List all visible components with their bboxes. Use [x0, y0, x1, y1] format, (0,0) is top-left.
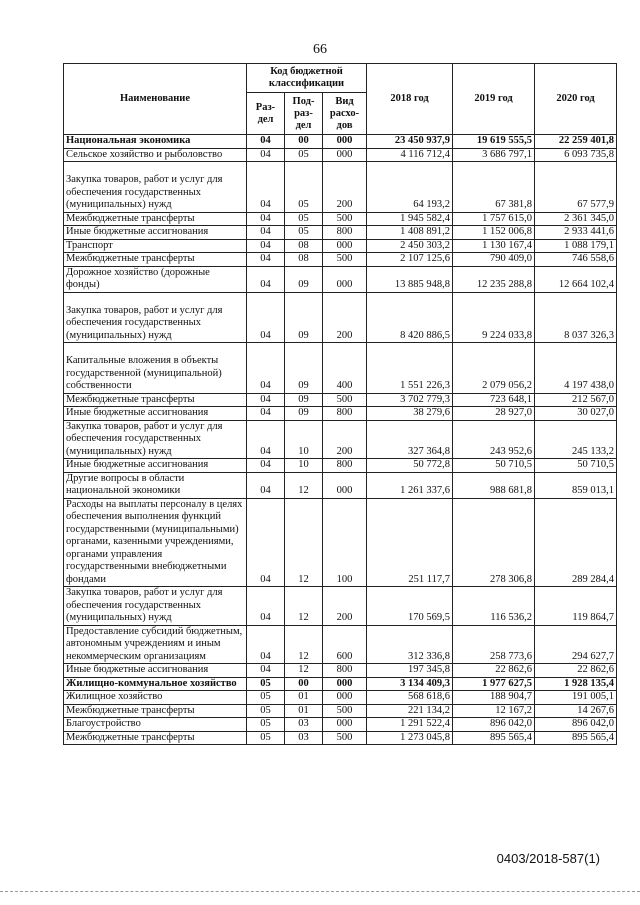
table-row: [64, 407, 617, 421]
row-subsection: 01: [285, 691, 323, 705]
row-expense-type: 000: [323, 135, 367, 149]
row-value-2020: 896 042,0: [535, 718, 617, 732]
row-name: Иные бюджетные ассигнования: [64, 459, 247, 473]
row-subsection: 03: [285, 718, 323, 732]
row-section: 04: [247, 498, 285, 587]
header-2020: 2020 год: [535, 64, 617, 135]
row-expense-type: 400: [323, 343, 367, 394]
row-value-2019: 28 927,0: [453, 407, 535, 421]
row-value-2019: 116 536,2: [453, 587, 535, 626]
document-code: 0403/2018-587(1): [496, 851, 600, 866]
row-name: Предоставление субсидий бюджетным, автономным учреждениям и иным некоммерческим организациям: [64, 625, 247, 664]
row-name: Жилищно-коммунальное хозяйство: [64, 677, 247, 691]
row-value-2020: 2 933 441,6: [535, 226, 617, 240]
row-expense-type: 000: [323, 266, 367, 292]
row-subsection: 08: [285, 239, 323, 253]
row-section: 04: [247, 472, 285, 498]
table-row: [64, 731, 617, 745]
table-row: [64, 292, 617, 343]
row-value-2018: 1 408 891,2: [367, 226, 453, 240]
row-name: Жилищное хозяйство: [64, 691, 247, 705]
table-row: [64, 253, 617, 267]
row-name: Межбюджетные трансферты: [64, 393, 247, 407]
row-section: 05: [247, 691, 285, 705]
table-row: [64, 677, 617, 691]
row-expense-type: 800: [323, 407, 367, 421]
row-value-2020: 22 259 401,8: [535, 135, 617, 149]
budget-table: [63, 63, 617, 745]
row-expense-type: 800: [323, 664, 367, 678]
row-value-2019: 1 152 006,8: [453, 226, 535, 240]
row-name: Иные бюджетные ассигнования: [64, 407, 247, 421]
table-row: [64, 135, 617, 149]
row-name: Межбюджетные трансферты: [64, 731, 247, 745]
row-subsection: 09: [285, 266, 323, 292]
row-section: 05: [247, 704, 285, 718]
header-name: Наименование: [64, 64, 247, 135]
row-section: 04: [247, 148, 285, 162]
row-subsection: 08: [285, 253, 323, 267]
row-value-2018: 50 772,8: [367, 459, 453, 473]
row-section: 04: [247, 420, 285, 459]
row-value-2018: 1 291 522,4: [367, 718, 453, 732]
row-value-2020: 289 284,4: [535, 498, 617, 587]
row-subsection: 09: [285, 393, 323, 407]
row-subsection: 09: [285, 292, 323, 343]
row-value-2020: 22 862,6: [535, 664, 617, 678]
row-section: 05: [247, 718, 285, 732]
header-section: Раз-дел: [247, 93, 285, 135]
row-value-2019: 790 409,0: [453, 253, 535, 267]
table-row: [64, 212, 617, 226]
header-2019: 2019 год: [453, 64, 535, 135]
table-row: [64, 343, 617, 394]
row-value-2020: 8 037 326,3: [535, 292, 617, 343]
row-value-2019: 188 904,7: [453, 691, 535, 705]
header-subsection: Под-раз-дел: [285, 93, 323, 135]
row-value-2019: 22 862,6: [453, 664, 535, 678]
row-subsection: 12: [285, 587, 323, 626]
row-expense-type: 500: [323, 731, 367, 745]
row-subsection: 00: [285, 677, 323, 691]
row-value-2018: 1 261 337,6: [367, 472, 453, 498]
row-value-2019: 9 224 033,8: [453, 292, 535, 343]
table-row: [64, 459, 617, 473]
row-value-2019: 243 952,6: [453, 420, 535, 459]
table-row: [64, 162, 617, 213]
row-section: 04: [247, 162, 285, 213]
row-section: 04: [247, 226, 285, 240]
row-subsection: 12: [285, 625, 323, 664]
table-row: [64, 420, 617, 459]
row-value-2018: 64 193,2: [367, 162, 453, 213]
row-value-2019: 1 130 167,4: [453, 239, 535, 253]
row-value-2019: 895 565,4: [453, 731, 535, 745]
row-expense-type: 800: [323, 459, 367, 473]
row-subsection: 05: [285, 148, 323, 162]
header-2018: 2018 год: [367, 64, 453, 135]
row-name: Национальная экономика: [64, 135, 247, 149]
row-subsection: 03: [285, 731, 323, 745]
table-row: [64, 393, 617, 407]
row-subsection: 09: [285, 343, 323, 394]
row-value-2020: 1 088 179,1: [535, 239, 617, 253]
row-value-2018: 327 364,8: [367, 420, 453, 459]
row-value-2018: 13 885 948,8: [367, 266, 453, 292]
row-expense-type: 500: [323, 393, 367, 407]
row-value-2018: 1 273 045,8: [367, 731, 453, 745]
row-value-2020: 212 567,0: [535, 393, 617, 407]
row-section: 04: [247, 253, 285, 267]
row-section: 04: [247, 266, 285, 292]
row-value-2019: 258 773,6: [453, 625, 535, 664]
row-subsection: 10: [285, 459, 323, 473]
table-row: [64, 239, 617, 253]
row-name: Межбюджетные трансферты: [64, 253, 247, 267]
row-subsection: 05: [285, 212, 323, 226]
row-name: Расходы на выплаты персоналу в целях обеспечения выполнения функций государственными (муниципальными) органами, казенными учреждениями, органами управления государственными внебюджетными фондами: [64, 498, 247, 587]
row-name: Благоустройство: [64, 718, 247, 732]
row-expense-type: 500: [323, 212, 367, 226]
row-name: Межбюджетные трансферты: [64, 212, 247, 226]
row-value-2019: 2 079 056,2: [453, 343, 535, 394]
row-value-2019: 12 235 288,8: [453, 266, 535, 292]
row-value-2020: 191 005,1: [535, 691, 617, 705]
row-value-2018: 4 116 712,4: [367, 148, 453, 162]
row-section: 04: [247, 239, 285, 253]
row-value-2020: 746 558,6: [535, 253, 617, 267]
row-value-2018: 3 134 409,3: [367, 677, 453, 691]
row-name: Иные бюджетные ассигнования: [64, 664, 247, 678]
row-expense-type: 000: [323, 718, 367, 732]
table-body: [64, 135, 617, 745]
row-name: Дорожное хозяйство (дорожные фонды): [64, 266, 247, 292]
row-name: Сельское хозяйство и рыболовство: [64, 148, 247, 162]
row-value-2018: 170 569,5: [367, 587, 453, 626]
row-value-2020: 119 864,7: [535, 587, 617, 626]
row-name: Другие вопросы в области национальной экономики: [64, 472, 247, 498]
row-value-2020: 2 361 345,0: [535, 212, 617, 226]
table-row: [64, 625, 617, 664]
row-value-2019: 723 648,1: [453, 393, 535, 407]
row-value-2020: 895 565,4: [535, 731, 617, 745]
row-value-2020: 67 577,9: [535, 162, 617, 213]
row-value-2018: 38 279,6: [367, 407, 453, 421]
row-value-2020: 30 027,0: [535, 407, 617, 421]
row-subsection: 05: [285, 226, 323, 240]
table-row: [64, 587, 617, 626]
row-expense-type: 500: [323, 253, 367, 267]
row-value-2019: 1 977 627,5: [453, 677, 535, 691]
row-expense-type: 800: [323, 226, 367, 240]
row-section: 04: [247, 407, 285, 421]
row-value-2018: 2 107 125,6: [367, 253, 453, 267]
row-value-2018: 251 117,7: [367, 498, 453, 587]
row-name: Межбюджетные трансферты: [64, 704, 247, 718]
row-subsection: 01: [285, 704, 323, 718]
row-subsection: 12: [285, 472, 323, 498]
row-value-2019: 278 306,8: [453, 498, 535, 587]
row-expense-type: 000: [323, 148, 367, 162]
row-value-2019: 896 042,0: [453, 718, 535, 732]
table-row: [64, 498, 617, 587]
row-expense-type: 100: [323, 498, 367, 587]
row-section: 04: [247, 292, 285, 343]
row-section: 05: [247, 677, 285, 691]
row-value-2019: 50 710,5: [453, 459, 535, 473]
table-row: [64, 148, 617, 162]
row-expense-type: 000: [323, 691, 367, 705]
row-name: Закупка товаров, работ и услуг для обеспечения государственных (муниципальных) нужд: [64, 587, 247, 626]
row-value-2020: 859 013,1: [535, 472, 617, 498]
row-value-2019: 1 757 615,0: [453, 212, 535, 226]
row-expense-type: 200: [323, 420, 367, 459]
row-section: 04: [247, 212, 285, 226]
table-row: [64, 472, 617, 498]
table-row: [64, 691, 617, 705]
row-expense-type: 600: [323, 625, 367, 664]
page-edge-line: [0, 891, 640, 894]
row-name: Закупка товаров, работ и услуг для обеспечения государственных (муниципальных) нужд: [64, 292, 247, 343]
row-subsection: 05: [285, 162, 323, 213]
row-expense-type: 000: [323, 677, 367, 691]
row-subsection: 09: [285, 407, 323, 421]
row-value-2018: 568 618,6: [367, 691, 453, 705]
row-section: 04: [247, 664, 285, 678]
row-value-2018: 1 551 226,3: [367, 343, 453, 394]
table-row: [64, 718, 617, 732]
row-section: 05: [247, 731, 285, 745]
table-row: [64, 664, 617, 678]
row-subsection: 12: [285, 498, 323, 587]
row-value-2018: 3 702 779,3: [367, 393, 453, 407]
page-number: 66: [313, 42, 327, 57]
row-value-2018: 221 134,2: [367, 704, 453, 718]
header-expense-type: Вид расхо-дов: [323, 93, 367, 135]
row-value-2020: 4 197 438,0: [535, 343, 617, 394]
row-value-2020: 1 928 135,4: [535, 677, 617, 691]
row-value-2019: 67 381,8: [453, 162, 535, 213]
row-value-2020: 14 267,6: [535, 704, 617, 718]
row-section: 04: [247, 459, 285, 473]
row-value-2018: 2 450 303,2: [367, 239, 453, 253]
row-name: Капитальные вложения в объекты государственной (муниципальной) собственности: [64, 343, 247, 394]
row-expense-type: 000: [323, 239, 367, 253]
row-expense-type: 500: [323, 704, 367, 718]
row-section: 04: [247, 587, 285, 626]
row-subsection: 10: [285, 420, 323, 459]
row-subsection: 00: [285, 135, 323, 149]
row-value-2020: 6 093 735,8: [535, 148, 617, 162]
table-row: [64, 226, 617, 240]
row-section: 04: [247, 393, 285, 407]
row-name: Иные бюджетные ассигнования: [64, 226, 247, 240]
row-value-2020: 50 710,5: [535, 459, 617, 473]
row-value-2020: 294 627,7: [535, 625, 617, 664]
row-section: 04: [247, 625, 285, 664]
table-row: [64, 266, 617, 292]
row-value-2019: 19 619 555,5: [453, 135, 535, 149]
row-name: Транспорт: [64, 239, 247, 253]
row-expense-type: 200: [323, 162, 367, 213]
row-value-2018: 8 420 886,5: [367, 292, 453, 343]
row-value-2018: 1 945 582,4: [367, 212, 453, 226]
row-expense-type: 200: [323, 292, 367, 343]
row-value-2019: 3 686 797,1: [453, 148, 535, 162]
row-expense-type: 200: [323, 587, 367, 626]
row-name: Закупка товаров, работ и услуг для обеспечения государственных (муниципальных) нужд: [64, 420, 247, 459]
row-value-2018: 197 345,8: [367, 664, 453, 678]
row-section: 04: [247, 343, 285, 394]
row-subsection: 12: [285, 664, 323, 678]
table-row: [64, 704, 617, 718]
row-section: 04: [247, 135, 285, 149]
row-value-2019: 12 167,2: [453, 704, 535, 718]
row-expense-type: 000: [323, 472, 367, 498]
row-value-2019: 988 681,8: [453, 472, 535, 498]
row-value-2020: 245 133,2: [535, 420, 617, 459]
row-value-2018: 23 450 937,9: [367, 135, 453, 149]
row-value-2020: 12 664 102,4: [535, 266, 617, 292]
row-name: Закупка товаров, работ и услуг для обеспечения государственных (муниципальных) нужд: [64, 162, 247, 213]
row-value-2018: 312 336,8: [367, 625, 453, 664]
header-budget-code: Код бюджетной классификации: [247, 64, 367, 93]
